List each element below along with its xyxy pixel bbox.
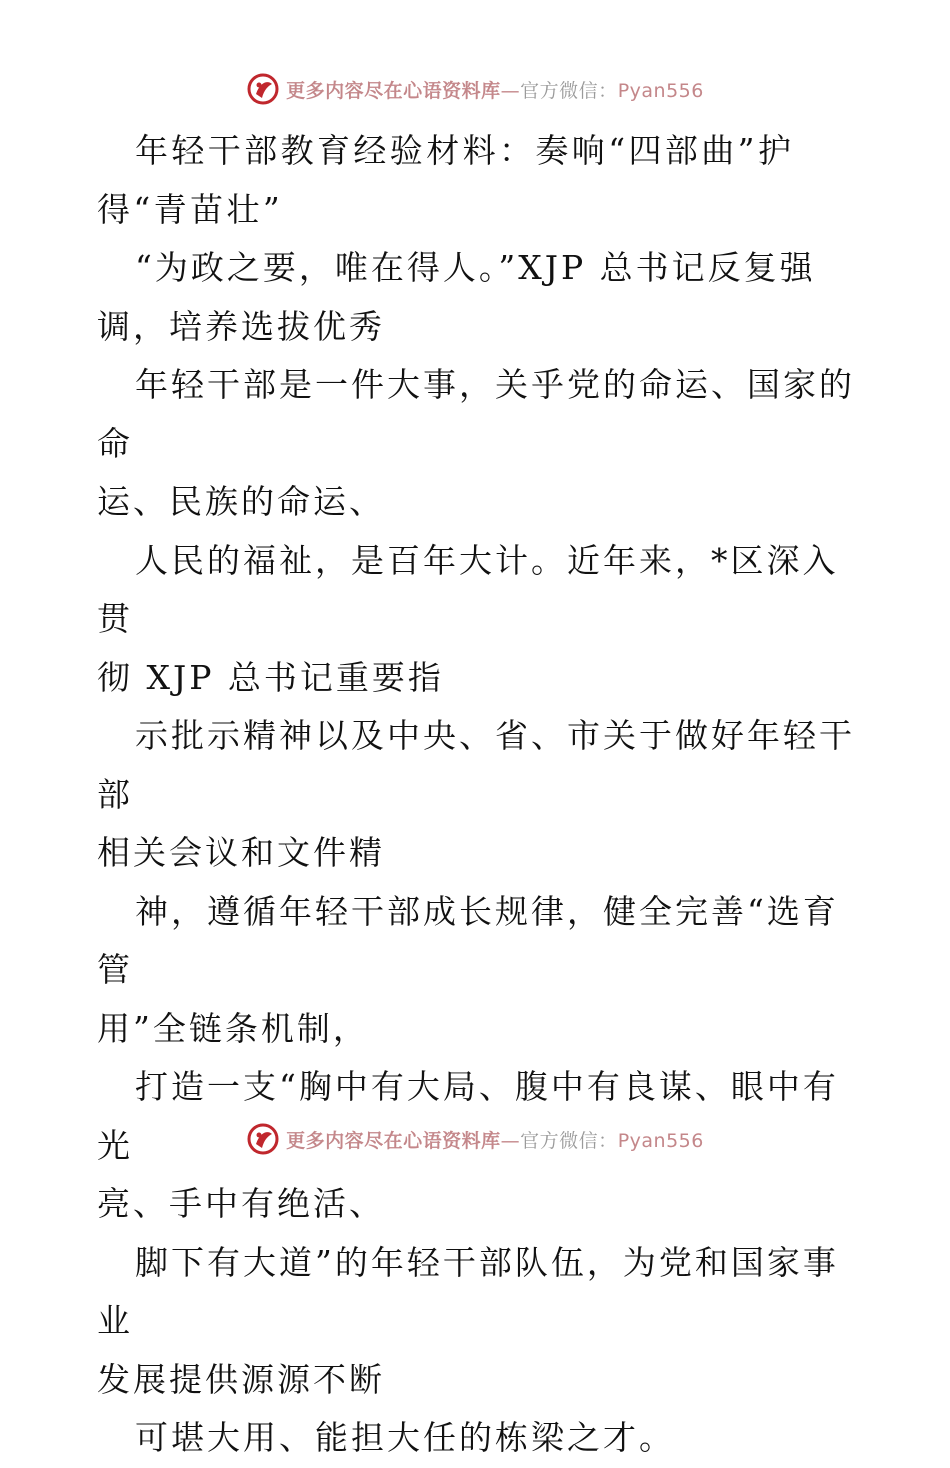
paragraph-8: 可堪大用、能担大任的栋梁之才。 [135,1418,675,1457]
watermark-text [286,76,704,103]
paragraph-3: 人民的福祉，是百年大计。近年来，*区深入贯 彻 XJP 总书记重要指 [97,540,839,697]
paragraph-1: “为政之要，唯在得人。”XJP 总书记反复强 调，培养选拔优秀 [97,248,816,346]
paragraph-5: 神，遵循年轻干部成长规律，健全完善“选育管 用”全链条机制， [97,891,839,1048]
paragraph-4: 示批示精神以及中央、省、市关于做好年轻干部 相关会议和文件精 [97,716,855,872]
watermark-main-text: 更多内容尽在心语资料库 [286,1129,501,1152]
watermark-wechat-id: Pyan556 [617,79,704,102]
brand-logo-icon [246,72,280,106]
watermark-wechat-id: Pyan556 [617,1129,704,1152]
footer-watermark [0,1122,950,1156]
watermark-main-text: 更多内容尽在心语资料库 [286,79,501,102]
watermark-official-label: 官方微信： [520,79,618,102]
watermark-text [286,1126,704,1153]
header-watermark [0,72,950,106]
paragraph-7: 脚下有大道”的年轻干部队伍，为党和国家事业 发展提供源源不断 [97,1242,839,1399]
document-title: 年轻干部教育经验材料：奏响“四部曲”护 得“青苗壮” [97,131,795,229]
document-body [97,122,857,1468]
paragraph-6: 打造一支“胸中有大局、腹中有良谋、眼中有光 亮、手中有绝活、 [97,1067,839,1223]
watermark-dash: — [500,79,521,102]
paragraph-2: 年轻干部是一件大事，关乎党的命运、国家的命 运、民族的命运、 [97,365,855,521]
watermark-dash: — [500,1129,521,1152]
watermark-official-label: 官方微信： [520,1129,618,1152]
brand-logo-icon [246,1122,280,1156]
